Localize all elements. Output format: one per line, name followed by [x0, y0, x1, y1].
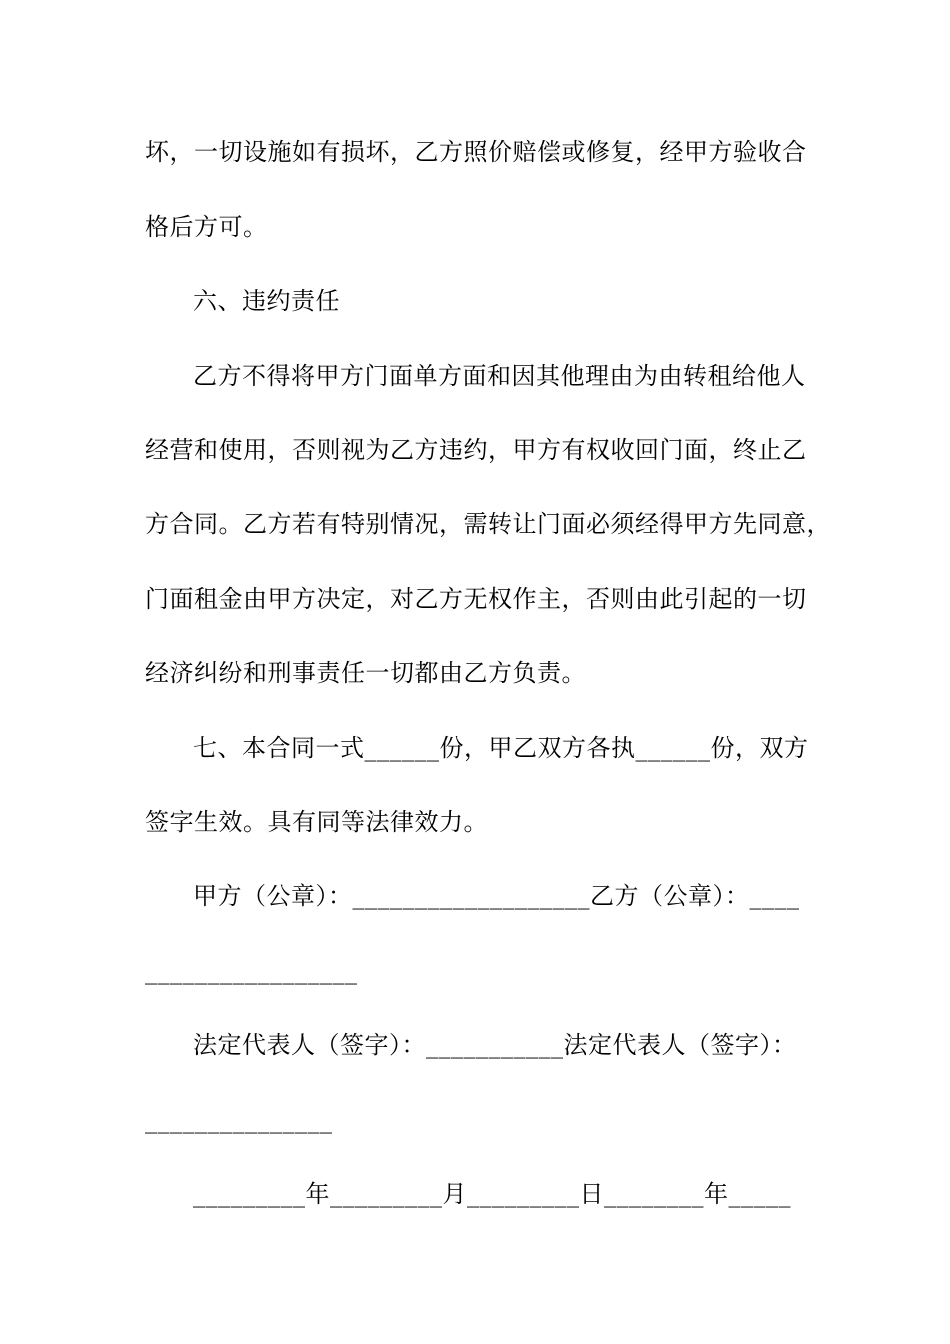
- clause-five-text-end: 坏，一切设施如有损坏，乙方照价赔偿或修复，经甲方验收合: [145, 138, 807, 166]
- breach-paragraph-line-2: 经营和使用，否则视为乙方违约，甲方有权收回门面，终止乙: [145, 436, 807, 464]
- section-heading-breach: 六、违约责任: [193, 287, 340, 315]
- party-seal-line-continued: _________________: [145, 957, 358, 985]
- breach-paragraph-line-3: 方合同。乙方若有特别情况，需转让门面必须经得甲方先同意，: [145, 510, 831, 538]
- copies-clause-line-2: 签字生效。具有同等法律效力。: [145, 808, 488, 836]
- legal-representative-line-continued: _______________: [145, 1106, 333, 1134]
- copies-clause-line-1: 七、本合同一式______份，甲乙双方各执______份，双方: [193, 734, 809, 762]
- clause-five-text-tail: 格后方可。: [145, 213, 268, 241]
- legal-representative-line: 法定代表人（签字）：___________法定代表人（签字）：: [193, 1031, 797, 1059]
- date-line: _________年_________月_________日________年_____: [193, 1180, 791, 1208]
- breach-paragraph-line-4: 门面租金由甲方决定，对乙方无权作主，否则由此引起的一切: [145, 585, 807, 613]
- breach-paragraph-line-5: 经济纠纷和刑事责任一切都由乙方负责。: [145, 659, 586, 687]
- party-seal-line: 甲方（公章）：___________________乙方（公章）：____: [193, 882, 800, 910]
- breach-paragraph-line-1: 乙方不得将甲方门面单方面和因其他理由为由转租给他人: [193, 362, 806, 390]
